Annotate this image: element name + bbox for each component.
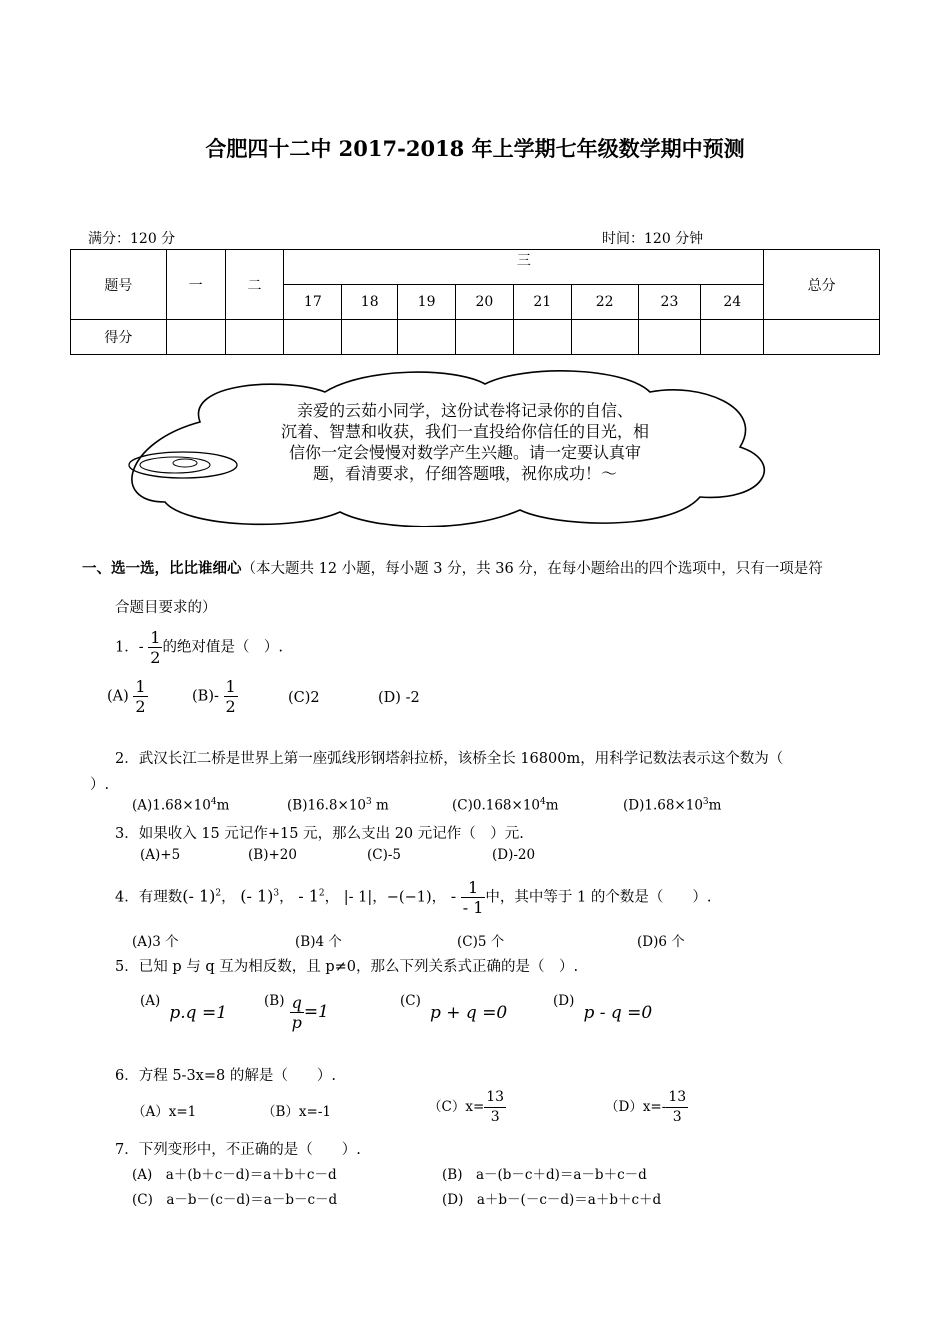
- q5-option-b[interactable]: $^{(B)}$ $\frac{q}{p}$ =1: [264, 993, 329, 1032]
- section-heading: [82, 557, 823, 578]
- question-2-cont: ）.: [90, 777, 110, 793]
- q4-option-a[interactable]: (A)3 个: [132, 934, 179, 950]
- q3-option-d[interactable]: (D)-20: [492, 847, 536, 863]
- score-cell[interactable]: [513, 320, 571, 355]
- score-cell[interactable]: [571, 320, 638, 355]
- header-question: 题号: [71, 250, 167, 320]
- score-cell[interactable]: [225, 320, 284, 355]
- score-cell[interactable]: [398, 320, 456, 355]
- fraction: $\frac{1}{2}$: [150, 628, 161, 667]
- header-total: 总分: [764, 250, 880, 320]
- section-desc-2: 合题目要求的）: [115, 600, 217, 616]
- q1-option-a[interactable]: (A) $\frac{1}{2}$: [107, 677, 146, 716]
- section-desc: （本大题共 12 小题，每小题 3 分，共 36 分，在每小题给出的四个选项中，只有一项是符: [241, 561, 823, 577]
- q1-option-b[interactable]: (B)- $\frac{1}{2}$: [192, 677, 236, 716]
- page-title: 合肥四十二中 2017-2018 年上学期七年级数学期中预测: [205, 136, 745, 161]
- q6-option-a[interactable]: （A）x=1: [132, 1104, 197, 1120]
- sub-col: 22: [571, 285, 638, 320]
- section-title: 一、选一选，比比谁细心: [82, 560, 242, 577]
- q6-option-c[interactable]: （C）x= $\frac{13}{3}$: [428, 1089, 505, 1125]
- q2-option-b[interactable]: $(B)16.8\times 10^3$ m: [287, 797, 389, 814]
- score-table: [70, 249, 880, 355]
- q7-option-c[interactable]: (C) a－b－(c－d)＝a－b－c－d: [132, 1192, 338, 1208]
- q2-option-d[interactable]: $(D)1.68\times 10^3m$: [623, 797, 722, 814]
- q2-option-a[interactable]: $(A)1.68\times 10^4m$: [132, 797, 230, 814]
- q5-option-c[interactable]: $^{(C)}$ p + q =0: [400, 993, 508, 1023]
- sub-col: 20: [456, 285, 514, 320]
- question-6: 6．方程 5-3x=8 的解是（ ）.: [115, 1068, 336, 1084]
- sub-col: 21: [513, 285, 571, 320]
- sub-col: 17: [284, 285, 342, 320]
- q4-option-b[interactable]: (B)4 个: [295, 934, 342, 950]
- header-part-3: 三: [284, 250, 764, 285]
- question-2: 2．武汉长江二桥是世界上第一座弧线形钢塔斜拉桥，该桥全长 16800m，用科学记数法表示这个数为（: [115, 751, 784, 767]
- question-7: 7．下列变形中，不正确的是（ ）.: [115, 1142, 361, 1158]
- sub-col: 19: [398, 285, 456, 320]
- header-part-2: 二: [225, 250, 284, 320]
- question-4: 4．有理数(- 1)$^2$， (- 1)$^3$， - $1^2$， |- 1|，−(−1)， - $\frac{1}{- 1}$ 中，其中等于 1 的个数是（ ）.: [115, 878, 712, 917]
- q5-option-a[interactable]: $^{(A)}$ p.q =1: [140, 993, 228, 1023]
- q2-option-c[interactable]: $(C)0.168\times 10^4m$: [452, 797, 559, 814]
- q6-option-d[interactable]: （D）x=- $\frac{13}{3}$: [605, 1089, 687, 1125]
- q1-option-d[interactable]: (D) -2: [378, 690, 420, 706]
- sub-col: 18: [342, 285, 398, 320]
- cloud-line: 信你一定会慢慢对数学产生兴趣。请一定要认真审: [288, 443, 641, 462]
- q6-option-b[interactable]: （B）x=-1: [262, 1104, 331, 1120]
- row-score-label: 得分: [71, 320, 167, 355]
- score-cell[interactable]: [638, 320, 701, 355]
- cloud-message: [235, 400, 695, 484]
- score-cell[interactable]: [701, 320, 764, 355]
- score-cell[interactable]: [166, 320, 225, 355]
- exam-time: 时间：120 分钟: [602, 231, 704, 247]
- header-part-1: 一: [166, 250, 225, 320]
- q4-option-c[interactable]: (C)5 个: [457, 934, 505, 950]
- cloud-line: 亲爱的云茹小同学，这份试卷将记录你的自信、: [296, 401, 633, 420]
- q7-option-a[interactable]: (A) a＋(b＋c－d)＝a＋b＋c－d: [132, 1167, 337, 1183]
- question-3: 3．如果收入 15 元记作+15 元，那么支出 20 元记作（ ）元.: [115, 826, 524, 842]
- question-5: 5．已知 p 与 q 互为相反数，且 p≠0，那么下列关系式正确的是（ ）.: [115, 959, 579, 975]
- full-score: 满分：120 分: [88, 231, 176, 247]
- q1-option-c[interactable]: (C)2: [288, 690, 320, 706]
- q3-option-c[interactable]: (C)-5: [367, 847, 402, 863]
- question-1: 1．- $\frac{1}{2}$ 的绝对值是（ ）.: [115, 628, 284, 667]
- score-cell[interactable]: [764, 320, 880, 355]
- cloud-line: 沉着、智慧和收获，我们一直投给你信任的目光，相: [280, 422, 649, 441]
- q4-option-d[interactable]: (D)6 个: [637, 934, 685, 950]
- score-cell[interactable]: [456, 320, 514, 355]
- score-cell[interactable]: [342, 320, 398, 355]
- cloud-line: 题，看清要求，仔细答题哦，祝你成功！～: [312, 464, 617, 483]
- sub-col: 23: [638, 285, 701, 320]
- q7-option-d[interactable]: (D) a＋b－(－c－d)＝a＋b＋c＋d: [442, 1192, 662, 1208]
- q3-option-a[interactable]: (A)+5: [140, 847, 181, 863]
- score-cell[interactable]: [284, 320, 342, 355]
- q3-option-b[interactable]: (B)+20: [248, 847, 297, 863]
- q5-option-d[interactable]: $^{(D)}$ p - q =0: [553, 993, 653, 1023]
- q7-option-b[interactable]: (B) a－(b－c＋d)＝a－b＋c－d: [442, 1167, 647, 1183]
- sub-col: 24: [701, 285, 764, 320]
